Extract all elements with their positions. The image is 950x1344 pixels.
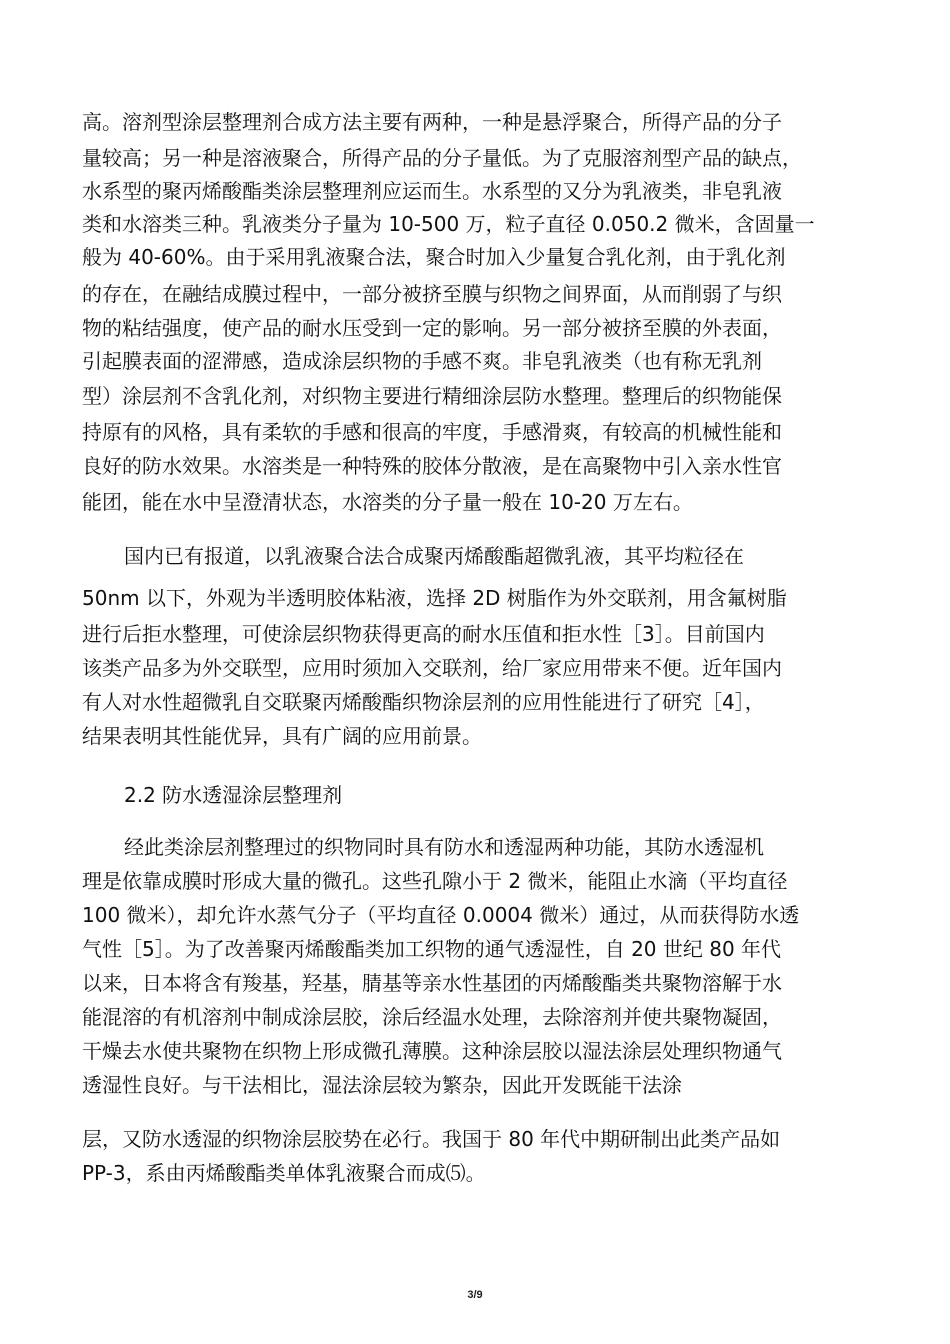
text-line: 的存在，在融结成膜过程中，一部分被挤至膜与织物之间界面，从而削弱了与织 (82, 282, 782, 306)
text-line: 能混溶的有机溶剂中制成涂层胶，涂后经温水处理，去除溶剂并使共聚物凝固， (82, 1005, 782, 1029)
text-line: 干燥去水使共聚物在织物上形成微孔薄膜。这种涂层胶以湿法涂层处理织物通气 (82, 1039, 782, 1063)
text-line: 理是依靠成膜时形成大量的微孔。这些孔隙小于 2 微米，能阻止水滴（平均直径 (82, 869, 788, 893)
text-line: 以来，日本将含有羧基，羟基，腈基等亲水性基团的丙烯酸酯类共聚物溶解于水 (82, 971, 782, 995)
text-line: 引起膜表面的涩滞感，造成涂层织物的手感不爽。非皂乳液类（也有称无乳剂 (82, 349, 762, 373)
section-heading: 2.2 防水透湿涂层整理剂 (124, 783, 343, 807)
text-line: 量较高；另一种是溶液聚合，所得产品的分子量低。为了克服溶剂型产品的缺点， (82, 146, 802, 170)
text-line: PP-3，系由丙烯酸酯类单体乳液聚合而成⑸。 (82, 1161, 486, 1185)
text-line: 结果表明其性能优异，具有广阔的应用前景。 (82, 724, 482, 748)
text-line: 水系型的聚丙烯酸酯类涂层整理剂应运而生。水系型的又分为乳液类，非皂乳液 (82, 179, 782, 203)
text-line: 能团，能在水中呈澄清状态，水溶类的分子量一般在 10-20 万左右。 (82, 490, 693, 514)
text-line: 有人对水性超微乳自交联聚丙烯酸酯织物涂层剂的应用性能进行了研究［4］， (82, 690, 765, 714)
text-line: 气性［5］。为了改善聚丙烯酸酯类加工织物的通气透湿性，自 20 世纪 80 年代 (82, 937, 782, 961)
page-number: 3/9 (467, 1289, 483, 1301)
text-line: 良好的防水效果。水溶类是一种特殊的胶体分散液，是在高聚物中引入亲水性官 (82, 454, 782, 478)
text-line: 高。溶剂型涂层整理剂合成方法主要有两种，一种是悬浮聚合，所得产品的分子 (82, 110, 782, 134)
text-line: 型）涂层剂不含乳化剂，对织物主要进行精细涂层防水整理。整理后的织物能保 (82, 384, 782, 408)
text-line: 进行后拒水整理，可使涂层织物获得更高的耐水压值和拒水性［3］。目前国内 (82, 622, 765, 646)
text-line: 该类产品多为外交联型，应用时须加入交联剂，给厂家应用带来不便。近年国内 (82, 656, 782, 680)
text-line: 透湿性良好。与干法相比，湿法涂层较为繁杂，因此开发既能干法涂 (82, 1073, 682, 1097)
text-line: 100 微米），却允许水蒸气分子（平均直径 0.0004 微米）通过，从而获得防水透 (82, 903, 800, 927)
text-line: 类和水溶类三种。乳液类分子量为 10-500 万，粒子直径 0.050.2 微米，含固量一 (82, 212, 815, 236)
text-line: 般为 40-60%。由于采用乳液聚合法，聚合时加入少量复合乳化剂，由于乳化剂 (82, 245, 786, 269)
text-line: 持原有的风格，具有柔软的手感和很高的牢度，手感滑爽，有较高的机械性能和 (82, 420, 782, 444)
text-line: 经此类涂层剂整理过的织物同时具有防水和透湿两种功能，其防水透湿机 (124, 835, 764, 859)
text-line: 国内已有报道，以乳液聚合法合成聚丙烯酸酯超微乳液，其平均粒径在 (124, 544, 744, 568)
text-line: 物的粘结强度，使产品的耐水压受到一定的影响。另一部分被挤至膜的外表面， (82, 316, 782, 340)
text-line: 50nm 以下，外观为半透明胶体粘液，选择 2D 树脂作为外交联剂，用含氟树脂 (82, 586, 787, 610)
text-line: 层，又防水透湿的织物涂层胶势在必行。我国于 80 年代中期研制出此类产品如 (82, 1127, 781, 1151)
